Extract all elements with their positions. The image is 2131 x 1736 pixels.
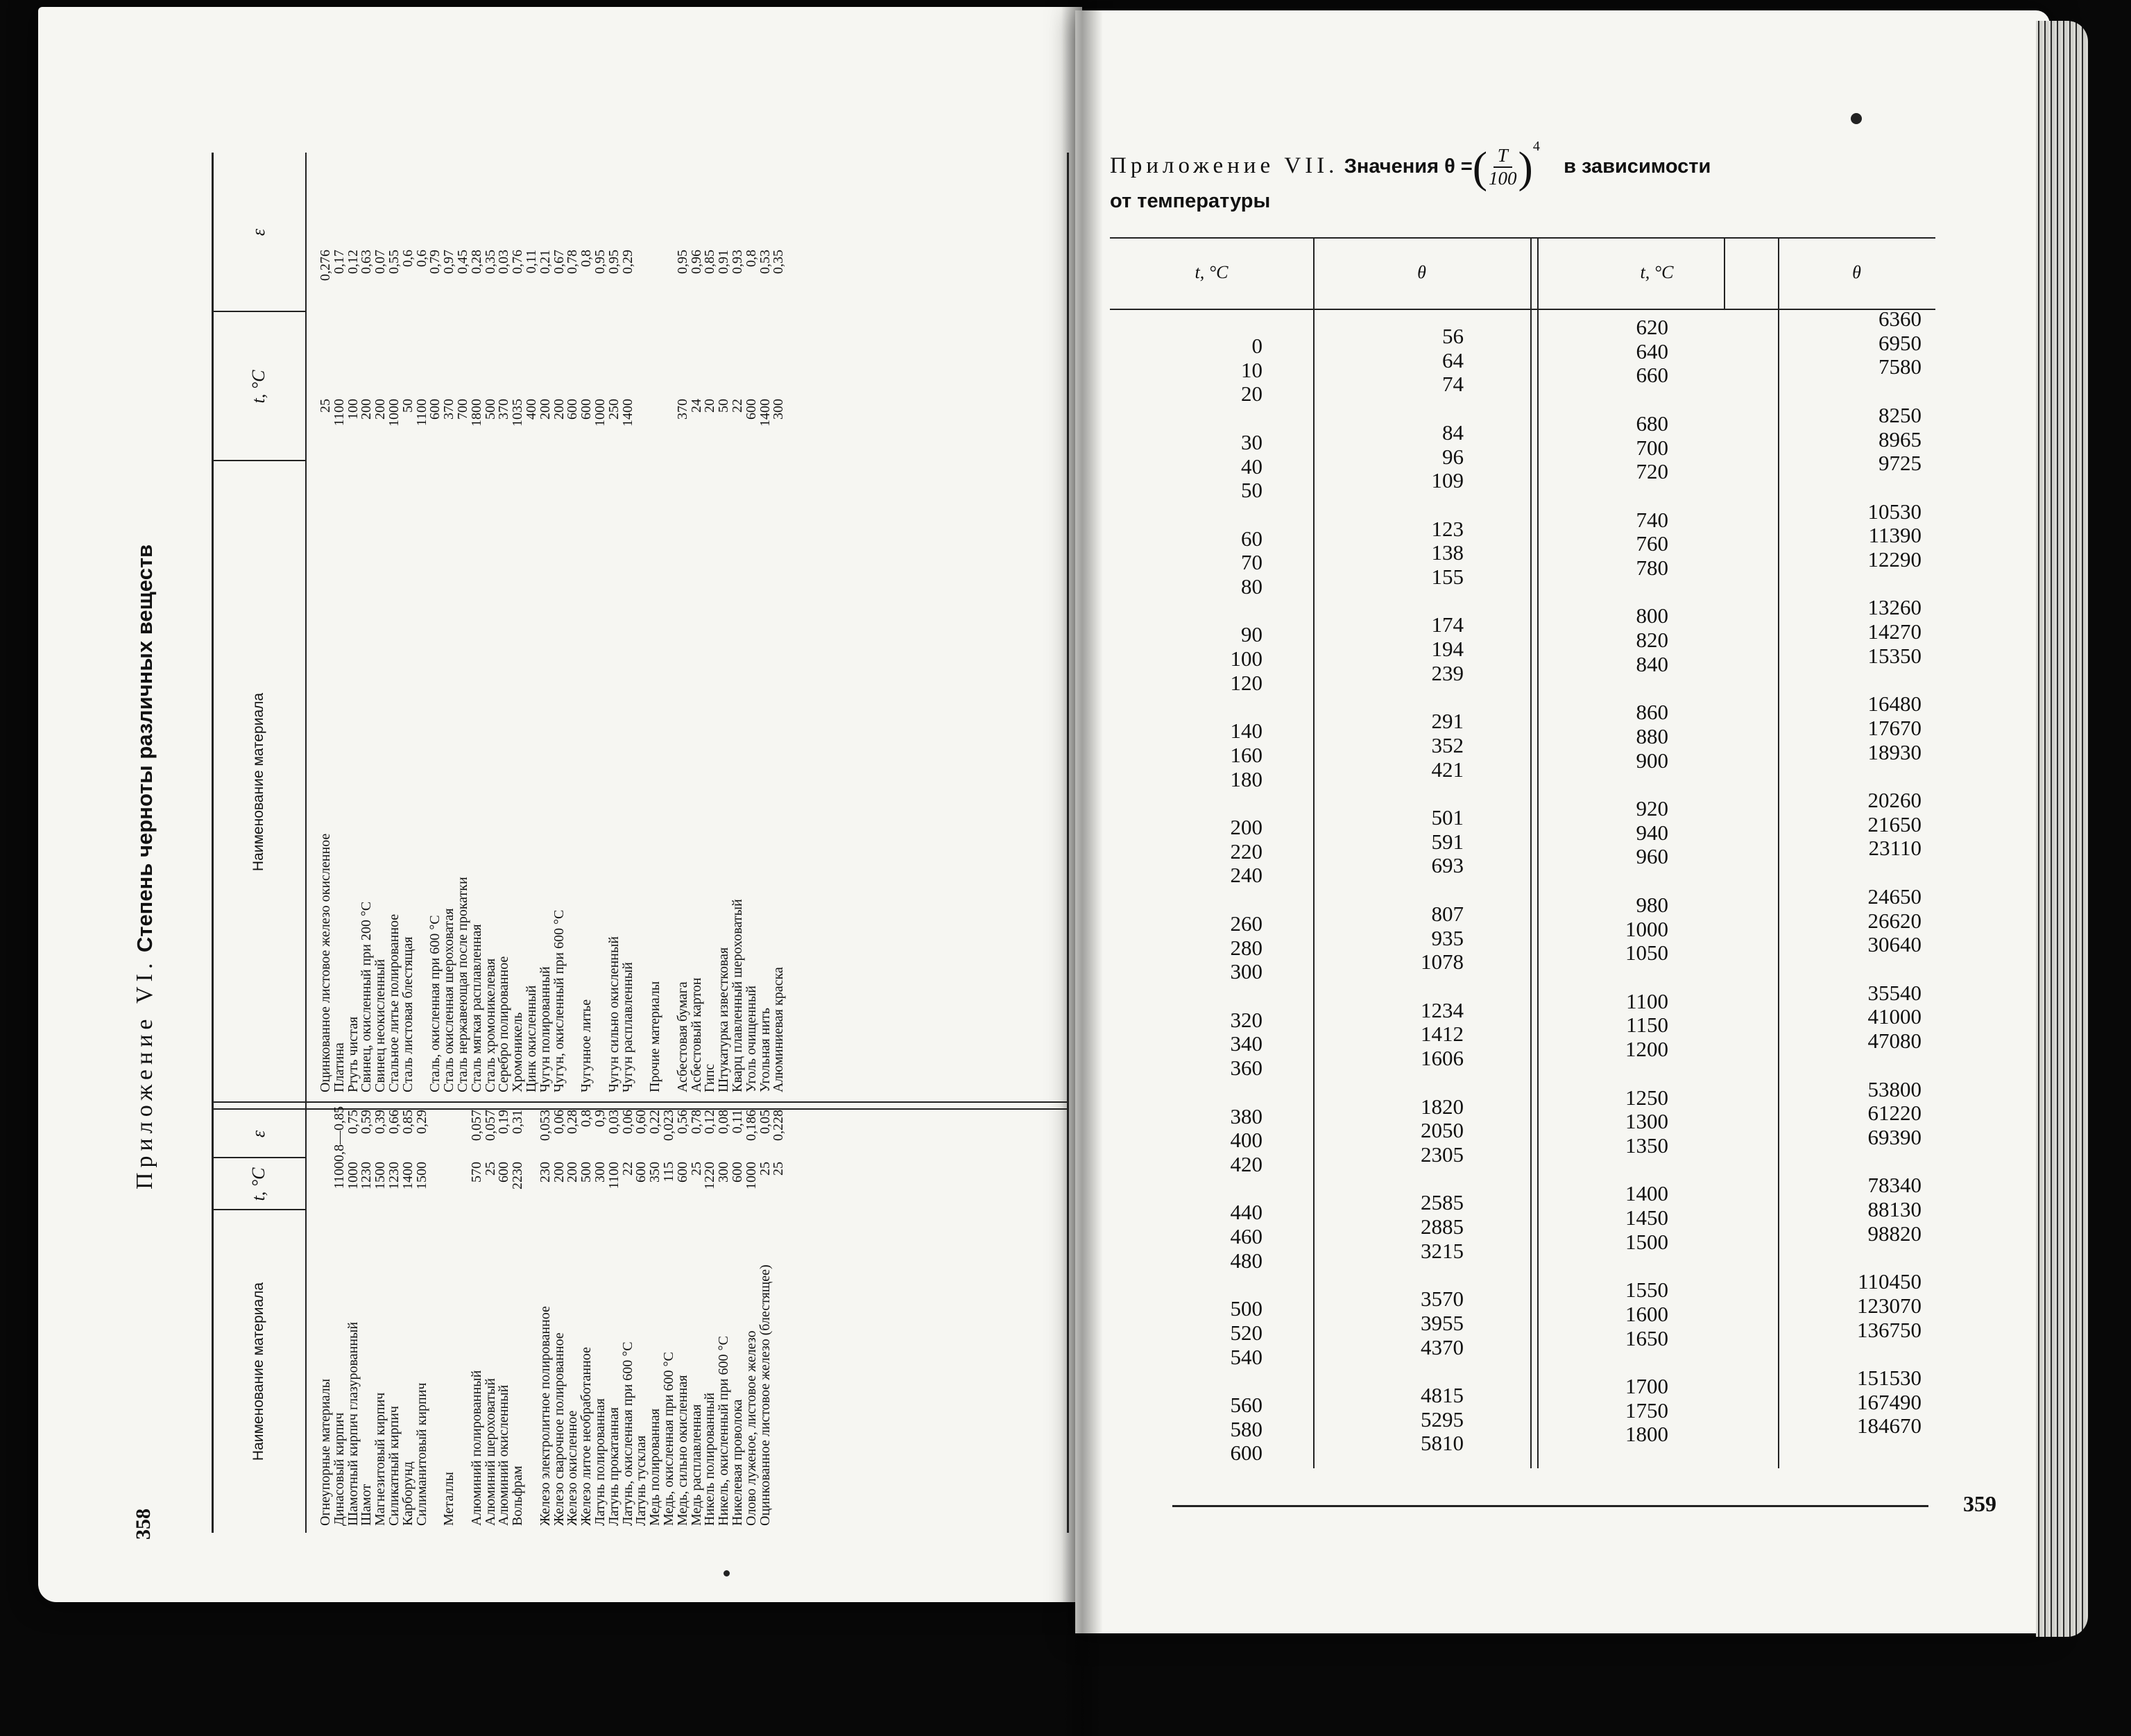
appendix-vi-title [132,544,158,1189]
title-main: Степень черноты различных веществ [132,544,157,953]
t1-column: 0 10 20 30 40 50 60 70 80 90 100 120 140 160 180 200 220 240 260 280 300 320 340 360 380 400 420 440 460 480 500 520 540 560 580 600 [1230,334,1263,1466]
appendix-vii-title: Приложение VII. Значения θ =( $\frac{T}{100}$ )$^4$ в зависимости [1110,139,1711,192]
ink-dot [1851,113,1862,124]
ink-dot [724,1570,730,1576]
header-eps-2: ε [248,228,268,237]
header-t-2: t, °C [248,370,268,404]
table-middle-divider [1530,237,1539,1468]
header-theta-2: θ [1852,261,1861,282]
header-t-1: t, °C [248,1167,268,1201]
title-fraction: $\frac{T}{100}$ [1489,145,1517,189]
theta2-column: 6360 6950 7580 8250 8965 9725 10530 11390 12290 13260 14270 15350 16480 17670 18930 20260 21650 23110 24650 26620 30640 35540 41000 47080 53800 61220 69390 78340 88130 98820 110450 123070 136750 151530 167490 184670 [1857,307,1922,1438]
left-material-names: Огнеупорные материалы Динасовый кирпич Шамотный кирпич глазурованный Шамот Магнезитовый кирпич Силикатный кирпич Карборунд Силиманитовый кирпич Металлы Алюминий полированный Алюминий шероховатый Алюминий окисленный Вольфрам Железо электролитное полированное Железо сварочное полированное Железо окисленное Железо литое необработанное Латунь полированная Латунь прокатанная Латунь, окисленная при 600 °С Латунь тусклая Медь полированная Медь, окисленная при 600 °С Медь, сильно окисленная Медь расплавленная Никель полированный Никель, окисленный при 600 °С Никелевая проволока Олово луженое, листовое железо Оцинкованное листовое железо (блестящее) [318,1264,773,1526]
table-top-rule [1110,237,1935,239]
title-suffix: в зависимости [1564,155,1711,178]
left-t-values: 1100 1000 1230 1500 1230 1400 1500 570 25 600 2230 230 200 200 500 300 1100 22 600 350 115 600 25 1220 300 600 1000 25 25 [331,1162,787,1189]
page-number-left: 358 [132,1509,155,1540]
title-line2: от температуры [1110,190,1271,212]
left-eps-values: 0,8—0,85 0,75 0,59 0,39 0,66 0,85 0,29 0,057 0,057 0,19 0,31 0,053 0,06 0,28 0,8 0,9 0,03 0,06 0,60 0,22 0,023 0,56 0,78 0,12 0,08 0,11 0,186 0,05 0,228 [331,1106,787,1162]
left-page-rotated-content [97,135,1041,1540]
col-divider [1313,237,1315,1468]
theta1-column: 56 64 74 84 96 109 123 138 155 174 194 239 291 352 421 501 591 693 807 935 1078 1234 1412 1606 1820 2050 2305 2585 2885 3215 3570 3955 4370 4815 5295 5810 [1421,324,1464,1456]
t2-column: 620 640 660 680 700 720 740 760 780 800 820 840 860 880 900 920 940 960 980 1000 1050 1100 1150 1200 1250 1300 1350 1400 1450 1500 1550 1600 1650 1700 1750 1800 [1625,315,1668,1447]
col-divider [1778,237,1779,1468]
right-material-names: Оцинкованное листовое железо окисленное Платина Ртуть чистая Свинец, окисленный при 200 °С Свинец неокисленный Стальное литье полированное Сталь листовая блестящая Сталь, окисленная при 600 °С Сталь окисленная шероховатая Сталь нержавеющая после прокатки Сталь мягкая расплавленная Сталь хромоникелевая Серебро полированное Хромоникель Цинк окисленный Чугун полированный Чугун, окисленный при 600 °С Чугунное литье Чугун сильно окисленный Чугун расплавленный Прочие материалы Асбестовая бумага Асбестовый картон Гипс Штукатурка известковая Кварц плавленный шероховатый Уголь очищенный Угольная нить Алюминиевая краска [318,833,787,1092]
right-t-values: 25 1100 100 200 200 1000 50 1100 600 370 700 1800 500 370 1035 400 200 200 600 600 1000 250 1400 370 24 20 50 22 600 1400 300 [318,399,787,427]
header-t-2: t, °C [1640,261,1674,282]
title-prefix: Приложение VII. [1110,153,1339,178]
page-bottom-rule [1172,1505,1928,1507]
header-material-1: Наименование материала [250,1282,266,1461]
title-values: Значения θ = [1344,155,1473,178]
title-prefix: Приложение VI. [132,958,157,1189]
table-bottom-rule [1067,153,1069,1533]
header-eps-1: ε [248,1130,268,1138]
page-number-right: 359 [1963,1491,1996,1516]
table-header-rule [305,153,307,1533]
header-material-2: Наименование материала [250,692,266,872]
page-edges [2036,21,2088,1637]
right-eps-values: 0,276 0,17 0,12 0,63 0,07 0,55 0,6 0,6 0,79 0,97 0,45 0,28 0,35 0,03 0,76 0,11 0,21 0,67 0,78 0,8 0,95 0,95 0,29 0,95 0,96 0,85 0,91 0,93 0,8 0,53 0,35 [318,250,787,281]
header-t-1: t, °C [1195,261,1229,282]
header-theta-1: θ [1417,261,1426,282]
